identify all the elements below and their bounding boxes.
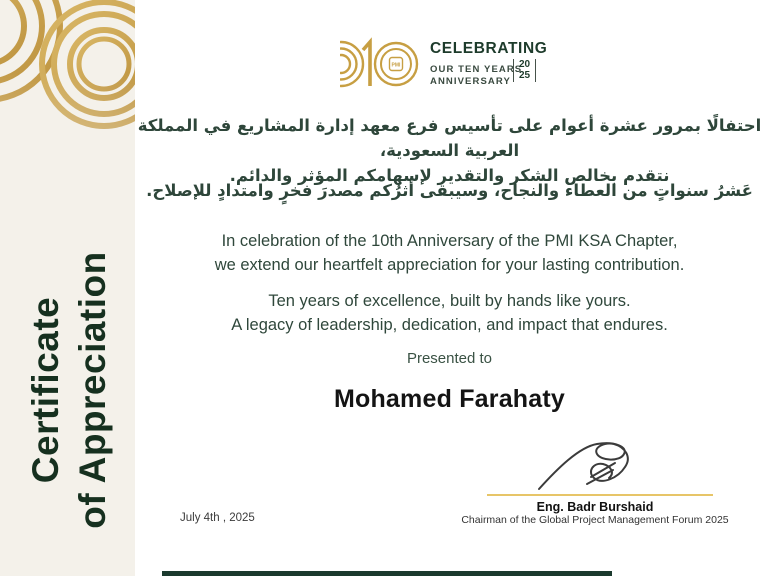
english-p2-line1: Ten years of excellence, built by hands like yours.	[268, 292, 631, 310]
pmi-mark: PMI	[391, 62, 401, 69]
arabic-line1: احتفالًا بمرور عشرة أعوام على تأسيس فرع معهد إدارة المشاريع في المملكة العربية السعودية،	[137, 116, 762, 160]
english-p1-line1: In celebration of the 10th Anniversary of the PMI KSA Chapter,	[221, 232, 678, 250]
english-p1-line2: we extend our heartfelt appreciation for your lasting contribution.	[214, 256, 685, 274]
signer-name: Eng. Badr Burshaid	[536, 500, 654, 514]
ten-anniversary-logo-icon	[340, 36, 424, 95]
celebrating-label: CELEBRATING	[430, 40, 548, 57]
english-paragraph-1	[135, 229, 764, 277]
bottom-accent-bar	[162, 571, 612, 576]
recipient-name: Mohamed Farahaty	[333, 385, 566, 413]
certificate-title	[22, 225, 122, 555]
certificate-title-line2: of Appreciation	[72, 251, 113, 529]
arabic-line3: عَشرُ سنواتٍ من العطاء والنجاح، وسيبقى أثرُكم مصدرَ فخرٍ وامتدادٍ للإصلاح.	[146, 181, 753, 200]
issue-date: July 4th , 2025	[180, 512, 255, 524]
year-bottom: 25	[519, 69, 531, 81]
signer-title: Chairman of the Global Project Management Forum 2025	[461, 514, 729, 526]
certificate-title-line1: Certificate	[25, 296, 66, 484]
signature-icon	[535, 437, 640, 498]
arabic-line2: نتقدم بخالص الشكر والتقدير لإسهامكم المؤثر والدائم.	[229, 166, 670, 185]
year-top: 20	[519, 59, 531, 70]
anniversary-rings-icon	[0, 0, 135, 260]
english-p2-line2: A legacy of leadership, dedication, and impact that endures.	[231, 316, 668, 334]
arabic-paragraph-2	[135, 178, 764, 203]
presented-to-label: Presented to	[406, 350, 493, 367]
signature-underline	[487, 494, 713, 496]
anniversary-subtitle-line1: OUR TEN YEARS	[430, 64, 523, 75]
sidebar	[0, 0, 135, 576]
anniversary-year	[513, 59, 536, 82]
anniversary-subtitle-line2: ANNIVERSARY	[430, 75, 511, 87]
english-paragraph-2	[135, 289, 764, 337]
arabic-paragraph-1	[135, 113, 764, 188]
